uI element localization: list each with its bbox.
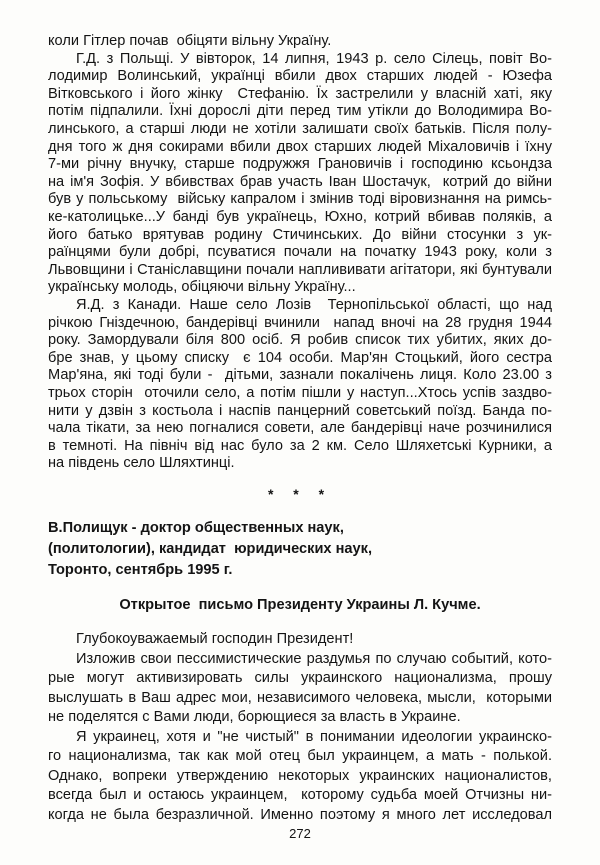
- text-line: ке-католицьке...У банді був українець, Юхно, котрий вбивав поляків, а: [48, 209, 552, 225]
- text-line: року. Замордували біля 800 осіб. Я робив список тих убитих, яких до-: [48, 332, 552, 349]
- text-line: на південь село Шляхтинці.: [48, 455, 235, 472]
- text-line: рые могут активизировать силы украинского национализма, прошу: [48, 670, 552, 686]
- text-line: линського, а старші люди не хотіли залишати своїх батьків. Після полу-: [48, 121, 552, 137]
- byline-line: (политологии), кандидат юридических наук,: [48, 541, 373, 557]
- text-line: 7-ми річну внучку, старше подружжя Грановичів і господиню ксьондза: [48, 156, 552, 173]
- text-line: го национализма, так как мой отец был украинцем, а мать - полькой.: [48, 748, 552, 764]
- letter-title: Открытое письмо Президенту Украины Л. Кучме.: [119, 597, 481, 613]
- page-number: 272: [289, 826, 311, 841]
- text-line: нити у дзвін з костьола і наспів панцерний советський поїзд. Банда по-: [48, 402, 552, 419]
- text-line: чала тікати, за нею погналися совети, але бандерівці наче розчинилися: [48, 420, 552, 437]
- text-line: його батько врятував родину Стичинських. До війни стосунки з ук-: [48, 226, 552, 243]
- text-line: Г.Д. з Польщі. У вівторок, 14 липня, 1943 р. село Сілець, повіт Во-: [76, 50, 552, 67]
- text-line: Однако, вопреки утверждению некоторых украинских националистов,: [48, 767, 552, 784]
- text-line: лодимир Волинський, українці вбили двох старших людей - Юзефа: [48, 68, 552, 85]
- text-line: потім підпалили. Їхні дорослі діти перед тим утікли до Володимира Во-: [48, 103, 552, 120]
- text-line: коли Гітлер почав обіцяти вільну Україну.: [48, 33, 332, 49]
- byline-line: В.Полищук - доктор общественных наук,: [48, 520, 344, 536]
- text-line: бре знав, у цьому списку є 104 особи. Мар'ян Стоцький, його сестра: [48, 349, 552, 366]
- text-line: Вітковського і його жінку Стефанію. Їх застрелили у власній хаті, яку: [48, 85, 552, 102]
- text-line: Изложив свои пессимистические раздумья по случаю событий, кото-: [76, 650, 552, 667]
- text-line: був у польському війську капралом і змінив тоді віровизнання на римсь-: [48, 191, 552, 208]
- text-line: трьох сторін оточили село, а потім пішли у наступ...Хтось успів заздво-: [48, 385, 552, 401]
- text-line: Я.Д. з Канади. Наше село Лозів Тернопільської області, що над: [76, 297, 552, 313]
- text-line: Мар'яна, які тоді були - дітьми, зазнали покалічень лиця. Коло 23.00 з: [48, 367, 552, 384]
- byline-line: Торонто, сентябрь 1995 г.: [48, 562, 233, 578]
- text-line: Я украинец, хотя и "не чистый" в понимании идеологии украинско-: [76, 728, 552, 745]
- text-line: дня того ж дня сокирами вбили двох старших людей Міхаловичів і їхну: [48, 138, 552, 155]
- text-line: выслушать в Ваш адрес мои, независимого человека, мысли, которыми: [48, 689, 552, 706]
- text-line: в темноті. На північ від нас було за 2 км. Село Шляхетські Курники, а: [48, 437, 552, 454]
- text-line: когда не была безразличной. Именно поэтому я много лет исследовал: [48, 806, 552, 823]
- text-line: Глубокоуважаемый господин Президент!: [76, 631, 354, 647]
- text-line: на ім'я Зофія. У вбивствах брав участь Іван Шостачук, котрий до війни: [48, 173, 552, 190]
- text-line: не поделятся с Вами люди, борющиеся за власть в Украине.: [48, 709, 461, 725]
- text-line: Львовщини і Станіславщини почали наплививати агітатори, які бунтували: [48, 261, 552, 278]
- text-line: раїнцями були добрі, псуватися почали на початку 1943 року, коли з: [48, 244, 552, 261]
- text-line: річкою Гніздечною, бандерівці вчинили напад вночі на 28 грудня 1944: [48, 314, 552, 331]
- text-line: всегда был и остаюсь украинцем, которому судьба моей Отчизны ни-: [48, 787, 552, 803]
- section-separator: * * *: [267, 486, 333, 502]
- text-line: українську молодь, обіцяючи вільну Україну...: [48, 279, 356, 296]
